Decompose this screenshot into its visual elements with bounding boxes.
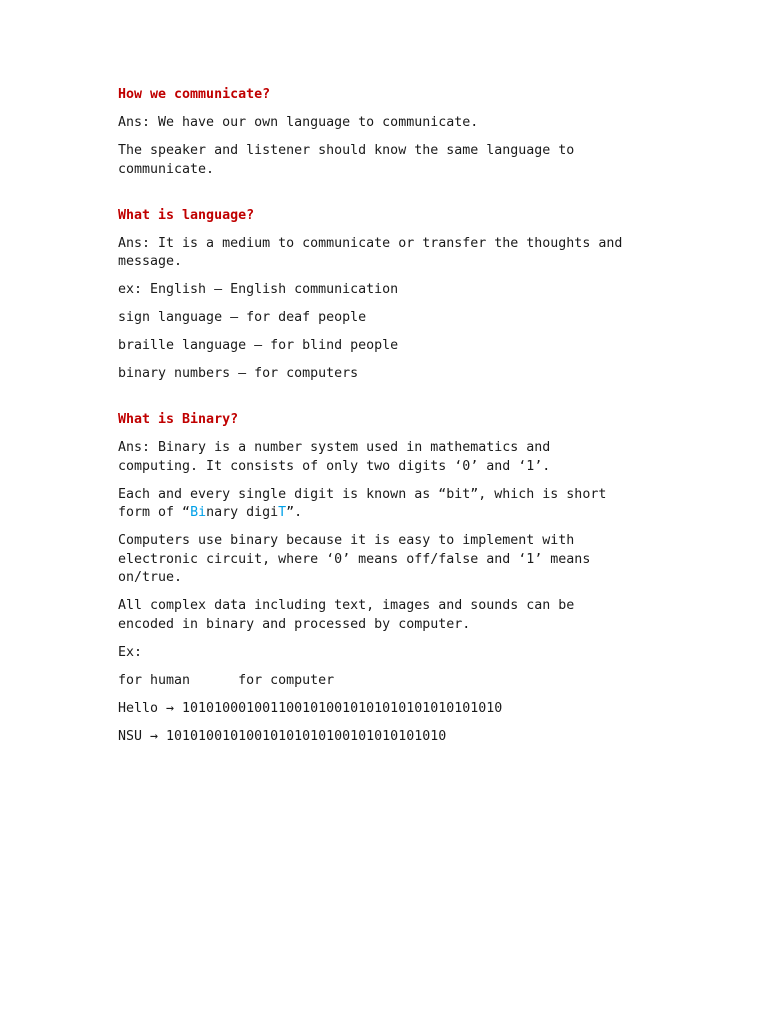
bit-highlight-bi: Bi	[190, 505, 207, 520]
document-page	[118, 86, 678, 756]
heading-what-is-language: What is language?	[118, 207, 255, 223]
example-nsu: NSU → 10101001010010101010100101010101010	[118, 728, 447, 744]
example-braille: braille language – for blind people	[118, 338, 399, 353]
bit-definition	[118, 486, 678, 523]
answer-binary: Ans: Binary is a number system used in mathematics and computing. It consists of only two digits ‘0’ and ‘1’.	[118, 440, 551, 474]
example-english: ex: English – English communication	[118, 282, 399, 297]
section-spacer	[118, 393, 678, 411]
computers-use-binary: Computers use binary because it is easy to implement with electronic circuit, where ‘0’ means off/false and ‘1’ means on/true.	[118, 533, 591, 585]
bit-text-before: Each and every single digit is known as “bit”, which is short form of “	[118, 486, 607, 520]
heading-what-is-binary: What is Binary?	[118, 412, 239, 427]
example-hello: Hello → 1010100010011001010010101010101010101010	[118, 700, 503, 716]
section-binary	[118, 411, 678, 746]
example-sign-language: sign language – for deaf people	[118, 310, 367, 325]
example-label: Ex:	[118, 644, 143, 660]
column-headers: for human for computer	[118, 672, 335, 688]
bit-text-middle: nary digi	[206, 505, 279, 520]
bit-text-after: ”.	[286, 505, 303, 520]
answer-communicate: Ans: We have our own language to communicate.	[118, 115, 479, 130]
example-binary-numbers: binary numbers – for computers	[118, 366, 359, 381]
speaker-listener-text: The speaker and listener should know the same language to communicate.	[118, 143, 575, 177]
bit-highlight-t: T	[278, 505, 287, 520]
section-communicate	[118, 86, 678, 179]
heading-how-we-communicate: How we communicate?	[118, 87, 271, 102]
complex-data-text: All complex data including text, images and sounds can be encoded in binary and processed by computer.	[118, 598, 575, 632]
section-spacer	[118, 189, 678, 207]
section-language	[118, 207, 678, 384]
answer-language: Ans: It is a medium to communicate or transfer the thoughts and message.	[118, 235, 623, 269]
